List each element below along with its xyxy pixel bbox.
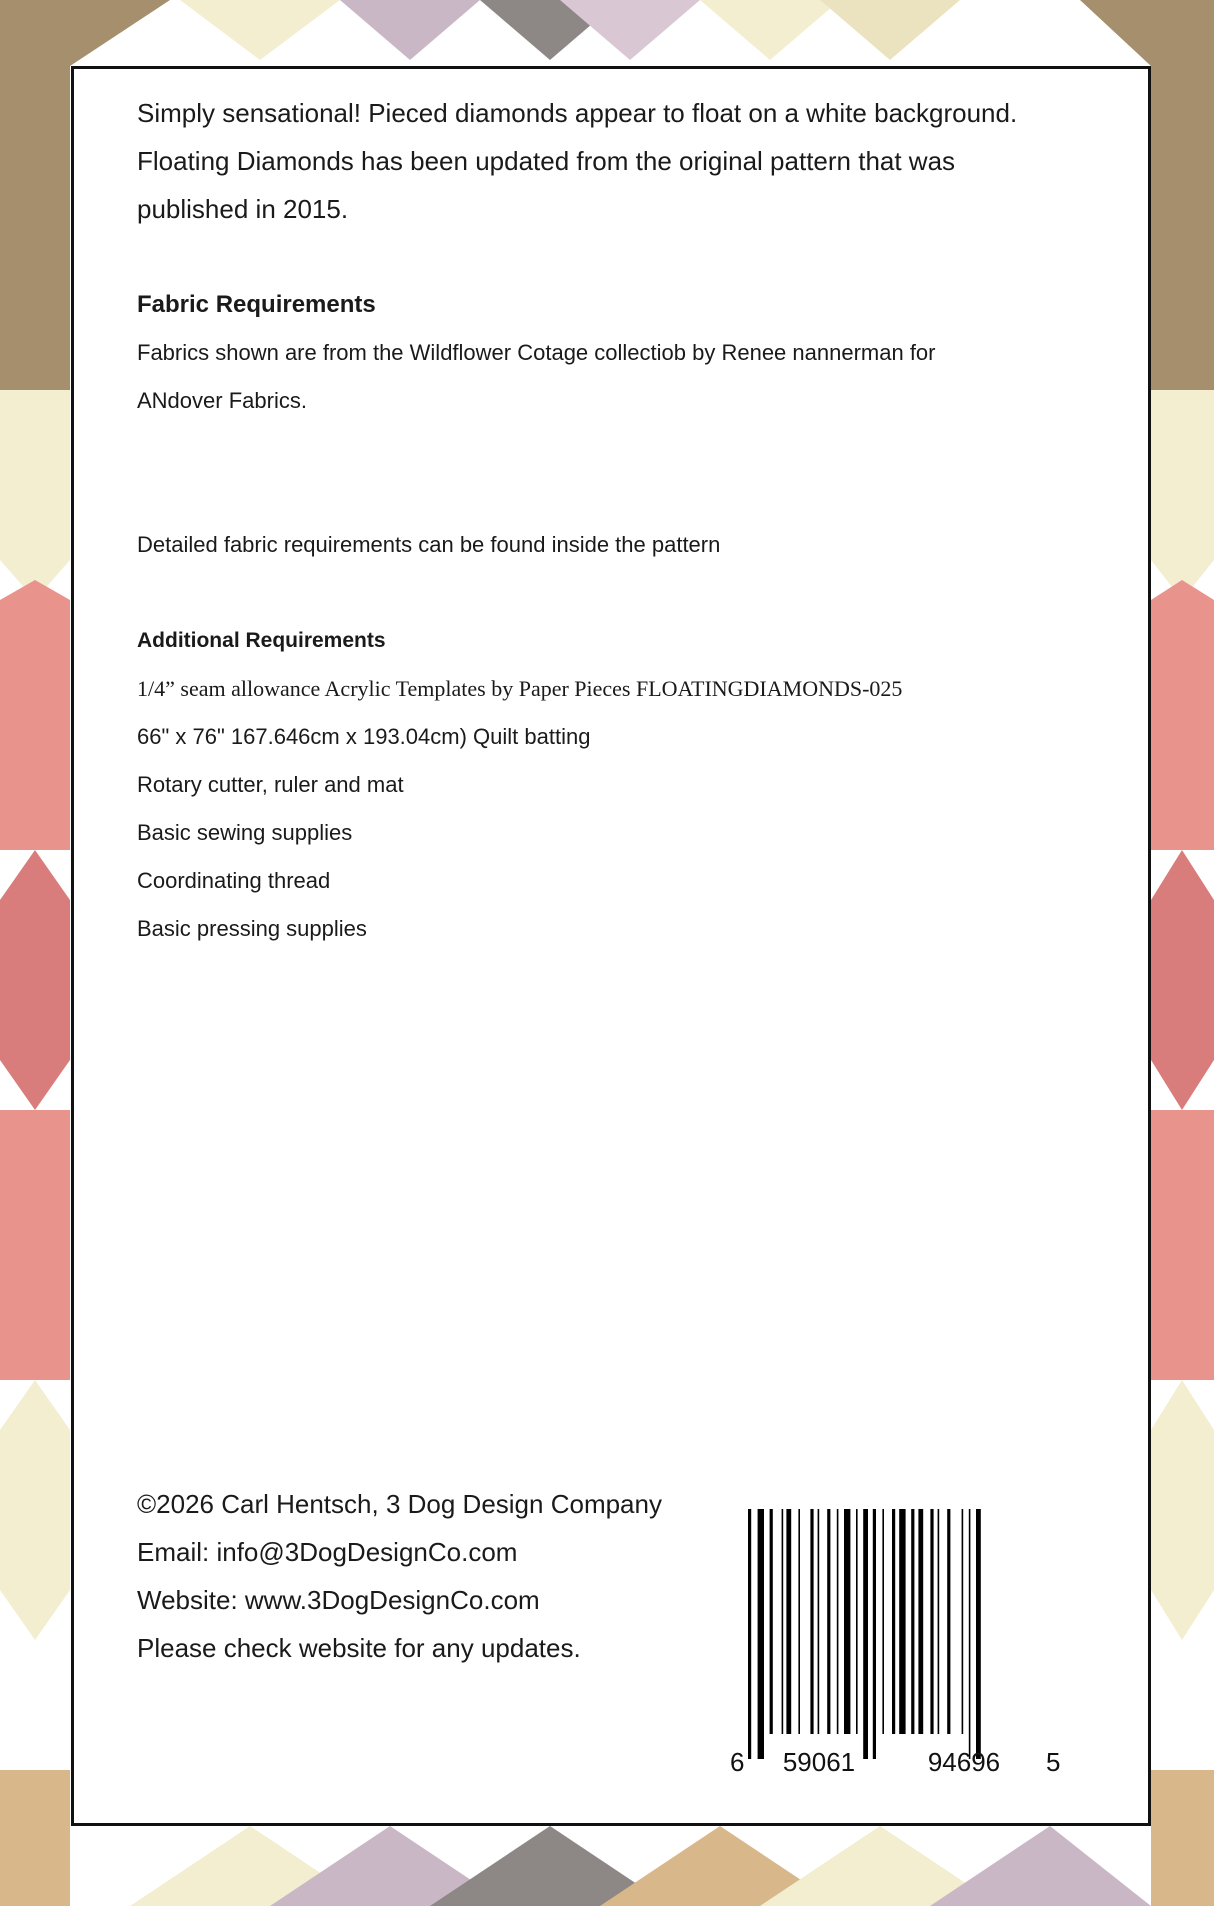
barcode-bar	[930, 1509, 933, 1734]
barcode-bar	[863, 1509, 868, 1759]
barcode-bar	[899, 1509, 905, 1734]
barcode-bar	[873, 1509, 876, 1759]
barcode-check-digit: 5	[1046, 1747, 1061, 1777]
intro-paragraph: Simply sensational! Pieced diamonds appear to float on a white background. Floating Diamonds has been updated from the original pattern that was published in 2015.	[137, 98, 1018, 224]
barcode-first-digit: 6	[730, 1747, 745, 1777]
requirement-item: 66" x 76" 167.646cm x 193.04cm) Quilt batting	[137, 724, 591, 749]
barcode-left-group: 59061	[782, 1747, 856, 1777]
barcode-bar	[827, 1509, 830, 1734]
updates-line: Please check website for any updates.	[137, 1633, 581, 1663]
barcode-bar	[892, 1509, 895, 1734]
barcode-bar	[947, 1509, 950, 1734]
barcode-bar	[938, 1509, 940, 1734]
barcode-bar	[911, 1509, 914, 1734]
requirement-item: Rotary cutter, ruler and mat	[137, 772, 404, 797]
pattern-back-card	[71, 66, 1151, 1826]
barcode-right-group: 94696	[927, 1747, 1001, 1777]
requirement-item: Coordinating thread	[137, 868, 331, 893]
barcode-bar	[748, 1509, 751, 1759]
content-area	[137, 89, 1097, 953]
barcode-bar	[770, 1509, 773, 1734]
requirement-item: 1/4” seam allowance Acrylic Templates by Paper Pieces FLOATINGDIAMONDS-025	[137, 676, 903, 701]
barcode-bar	[798, 1509, 800, 1734]
requirement-item: Basic pressing supplies	[137, 916, 367, 941]
requirement-item: Basic sewing supplies	[137, 820, 353, 845]
upc-barcode	[724, 1509, 1064, 1779]
barcode-bar	[962, 1509, 964, 1734]
barcode-bar	[818, 1509, 820, 1734]
fabric-detail-note: Detailed fabric requirements can be found inside the pattern	[137, 532, 721, 557]
barcode-bar	[969, 1509, 971, 1759]
barcode-bar	[918, 1509, 923, 1734]
contact-footer	[137, 1480, 737, 1672]
barcode-bar	[758, 1509, 764, 1759]
barcode-bar	[837, 1509, 839, 1734]
barcode-bar	[856, 1509, 858, 1734]
additional-requirements-heading: Additional Requirements	[137, 629, 386, 652]
barcode-bar	[844, 1509, 850, 1734]
copyright-line: ©2026 Carl Hentsch, 3 Dog Design Company	[137, 1489, 662, 1519]
barcode-bar	[782, 1509, 784, 1734]
fabric-requirements-heading: Fabric Requirements	[137, 291, 376, 318]
barcode-bar	[810, 1509, 813, 1734]
fabric-line-1: Fabrics shown are from the Wildflower Cotage collectiob by Renee nannerman for	[137, 340, 936, 365]
website-line: Website: www.3DogDesignCo.com	[137, 1585, 540, 1615]
barcode-bar	[786, 1509, 791, 1734]
email-line: Email: info@3DogDesignCo.com	[137, 1537, 518, 1567]
barcode-bar	[976, 1509, 981, 1759]
barcode-bar	[882, 1509, 884, 1734]
fabric-line-2: ANdover Fabrics.	[137, 388, 307, 413]
